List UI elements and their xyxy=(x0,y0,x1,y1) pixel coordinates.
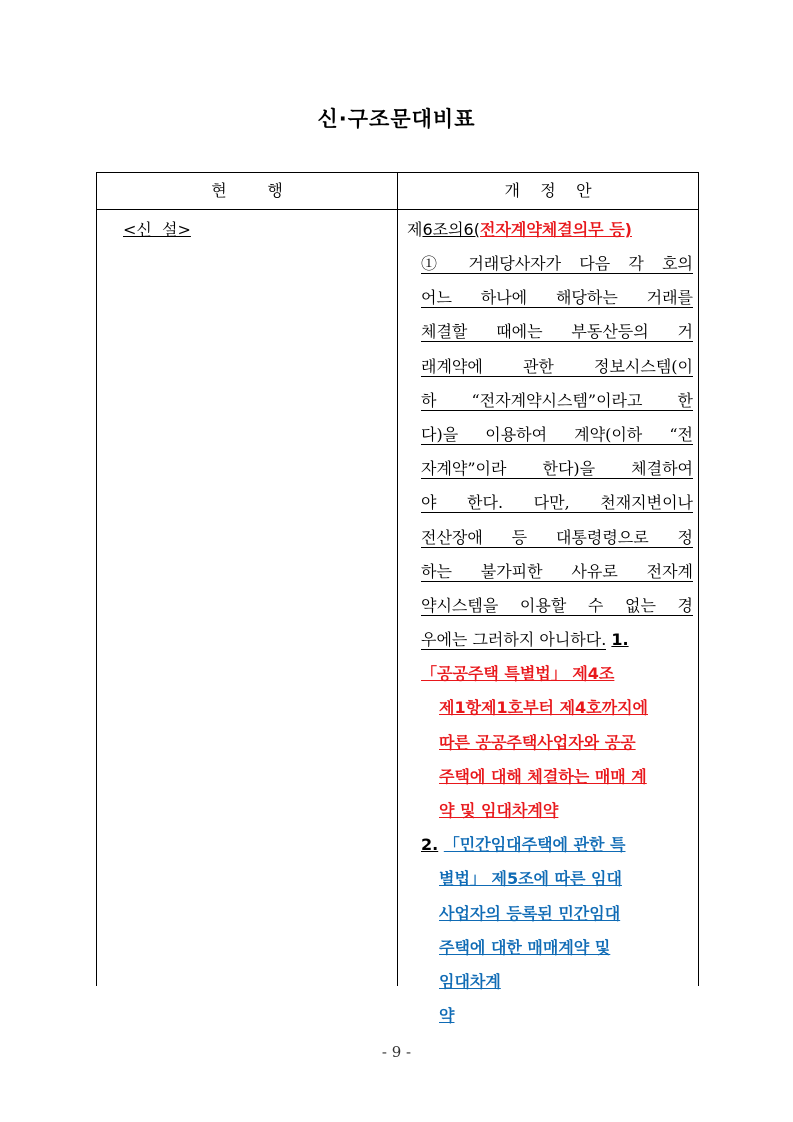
page-number: - 9 - xyxy=(381,1043,412,1061)
item-line: 주택에 대한 매매계약 및 xyxy=(439,937,611,957)
item-line: 약 및 임대차계약 xyxy=(439,801,559,820)
item-line: 따른 공공주택사업자와 공공 xyxy=(439,732,636,752)
paragraph-line: 하 “전자계약시스템”이라고 한 xyxy=(421,390,693,410)
page-title: 신·구조문대비표 xyxy=(317,107,476,131)
article-title: 전자계약체결의무 등) xyxy=(479,220,632,239)
item-line: 임대차계 xyxy=(439,971,501,991)
paragraph-line: ① 거래당사자가 다음 각 호의 xyxy=(421,254,693,273)
article-prefix: 제 xyxy=(407,220,423,239)
paragraph-line: 체결할 때에는 부동산등의 거 xyxy=(421,322,693,342)
paragraph-line: 우에는 그러하지 아니하다. 1. xyxy=(421,630,629,650)
paragraph-line: 어느 하나에 해당하는 거래를 xyxy=(421,288,693,308)
item-line: 별법」 제5조에 따른 임대 xyxy=(439,869,622,889)
column-divider xyxy=(397,173,398,986)
item-line: 2. 「민간임대주택에 관한 특 xyxy=(421,835,626,855)
article-number: 6조의6( xyxy=(422,220,480,239)
item-2-number: 2. xyxy=(421,835,439,855)
paragraph-line: 다)을 이용하여 계약(이하 “전 xyxy=(421,424,693,444)
paragraph-line: 전산장애 등 대통령령으로 정 xyxy=(421,527,693,547)
item-line: 「공공주택 특별법」 제4조 xyxy=(421,664,615,684)
current-text: <신 설> xyxy=(123,220,191,239)
item-line: 주택에 대해 체결하는 매매 계 xyxy=(439,766,647,786)
item-line: 사업자의 등록된 민간임대 xyxy=(439,903,621,923)
paragraph-line: 야 한다. 다만, 천재지변이나 xyxy=(421,493,693,513)
item-1-number: 1. xyxy=(611,630,629,650)
item-line: 약 xyxy=(439,1006,455,1026)
paragraph-line: 래계약에 관한 정보시스템(이 xyxy=(421,356,693,376)
comparison-table xyxy=(96,172,699,1026)
header-revised: 개 정 안 xyxy=(504,181,592,200)
paragraph-line: 약시스템을 이용할 수 없는 경 xyxy=(421,595,693,615)
item-1 xyxy=(421,657,693,828)
revised-text xyxy=(407,217,693,1033)
item-line: 제1항제1호부터 제4호까지에 xyxy=(439,698,648,718)
header-current: 현 행 xyxy=(211,181,283,200)
article-heading xyxy=(407,217,693,243)
item-2 xyxy=(421,828,693,1033)
paragraph-line: 하는 불가피한 사유로 전자계 xyxy=(421,561,693,581)
paragraph-1 xyxy=(421,247,693,657)
paragraph-line: 자계약”이라 한다)을 체결하여 xyxy=(421,459,693,479)
